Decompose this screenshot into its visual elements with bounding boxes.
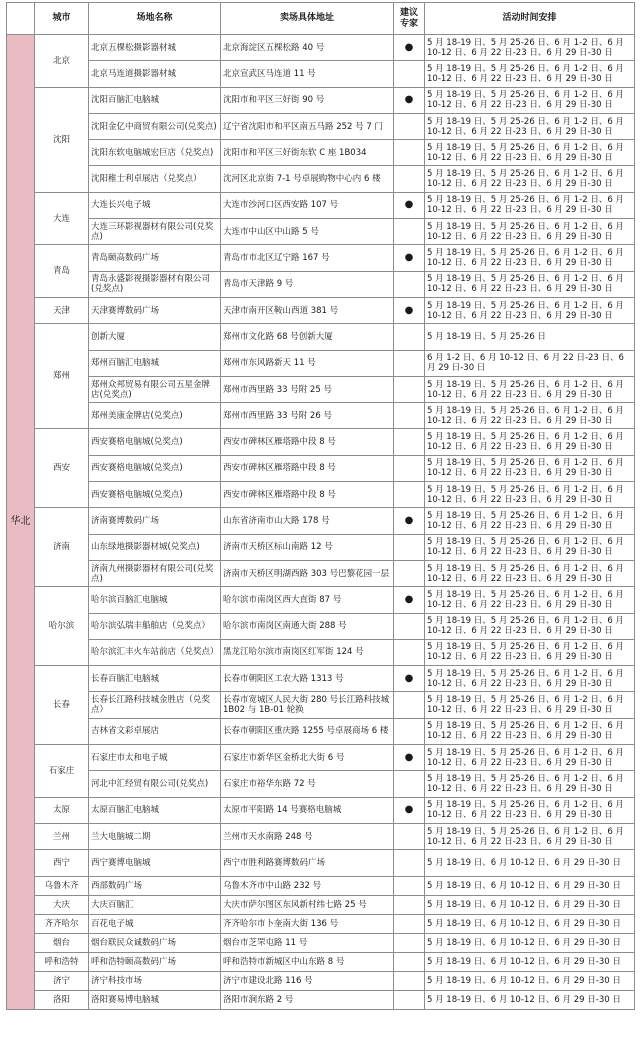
expert-cell: [394, 429, 425, 455]
address-cell: 济南市天桥区明湖西路 303 号巴黎花园一层: [221, 560, 394, 586]
city-cell: 青岛: [35, 245, 89, 298]
table-row: [7, 797, 635, 823]
schedule-cell: 5 月 18-19 日、5 月 25-26 日、6 月 1-2 日、6 月 10-12 日、6 月 22 日-23 日、6 月 29 日-30 日: [425, 219, 635, 245]
address-cell: 西安市碑林区雁塔路中段 8 号: [221, 429, 394, 455]
venue-cell: 沈阳百脑汇电脑城: [89, 87, 221, 113]
header-venue: 场地名称: [89, 3, 221, 35]
expert-cell: ●: [394, 245, 425, 271]
header-row: [7, 3, 635, 35]
city-cell: 长春: [35, 666, 89, 745]
address-cell: 兰州市天水南路 248 号: [221, 823, 394, 849]
schedule-cell: 5 月 18-19 日、6 月 10-12 日、6 月 29 日-30 日: [425, 933, 635, 952]
venue-cell: 沈阳东软电脑城宏巨店（兑奖点): [89, 140, 221, 166]
table-row: [7, 534, 635, 560]
venue-cell: 百花电子城: [89, 914, 221, 933]
region-cell: 华北: [7, 35, 35, 1010]
venue-cell: 西安赛格电脑城(兑奖点): [89, 455, 221, 481]
schedule-cell: 5 月 18-19 日、5 月 25-26 日、6 月 1-2 日、6 月 10-12 日、6 月 22 日-23 日、6 月 29 日-30 日: [425, 692, 635, 718]
expert-cell: ●: [394, 666, 425, 692]
schedule-cell: 5 月 18-19 日、5 月 25-26 日、6 月 1-2 日、6 月 10-12 日、6 月 22 日-23 日、6 月 29 日-30 日: [425, 245, 635, 271]
city-cell: 哈尔滨: [35, 587, 89, 666]
venue-cell: 长春长江路科技城金胜店（兑奖点）: [89, 692, 221, 718]
schedule-cell: 5 月 18-19 日、6 月 10-12 日、6 月 29 日-30 日: [425, 876, 635, 895]
venue-cell: 郑州美康金牌店(兑奖点): [89, 403, 221, 429]
address-cell: 沈阳市和平区三好街 90 号: [221, 87, 394, 113]
address-cell: 青岛市天津路 9 号: [221, 271, 394, 297]
header-region: [7, 3, 35, 35]
schedule-cell: 5 月 18-19 日、5 月 25-26 日、6 月 1-2 日、6 月 10-12 日、6 月 22 日-23 日、6 月 29 日-30 日: [425, 35, 635, 61]
venue-cell: 西安赛格电脑城(兑奖点): [89, 482, 221, 508]
expert-cell: ●: [394, 192, 425, 218]
expert-cell: [394, 823, 425, 849]
table-row: [7, 560, 635, 586]
address-cell: 西安市碑林区雁塔路中段 8 号: [221, 455, 394, 481]
city-cell: 石家庄: [35, 745, 89, 798]
table-row: [7, 990, 635, 1009]
schedule-cell: 5 月 18-19 日、5 月 25-26 日、6 月 1-2 日、6 月 10-12 日、6 月 22 日-23 日、6 月 29 日-30 日: [425, 87, 635, 113]
schedule-cell: 5 月 18-19 日、6 月 10-12 日、6 月 29 日-30 日: [425, 914, 635, 933]
schedule-cell: 5 月 18-19 日、5 月 25-26 日、6 月 1-2 日、6 月 10-12 日、6 月 22 日-23 日、6 月 29 日-30 日: [425, 666, 635, 692]
expert-cell: [394, 692, 425, 718]
schedule-cell: 5 月 18-19 日、5 月 25-26 日、6 月 1-2 日、6 月 10-12 日、6 月 22 日-23 日、6 月 29 日-30 日: [425, 587, 635, 613]
address-cell: 石家庄市新华区金桥北大街 6 号: [221, 745, 394, 771]
schedule-cell: 5 月 18-19 日、5 月 25-26 日、6 月 1-2 日、6 月 10-12 日、6 月 22 日-23 日、6 月 29 日-30 日: [425, 140, 635, 166]
schedule-cell: 5 月 18-19 日、5 月 25-26 日、6 月 1-2 日、6 月 10-12 日、6 月 22 日-23 日、6 月 29 日-30 日: [425, 166, 635, 192]
table-row: [7, 113, 635, 139]
table-row: [7, 895, 635, 914]
table-row: [7, 718, 635, 744]
venue-cell: 西宁赛博电脑城: [89, 850, 221, 876]
schedule-cell: 5 月 18-19 日、5 月 25-26 日、6 月 1-2 日、6 月 10-12 日、6 月 22 日-23 日、6 月 29 日-30 日: [425, 61, 635, 87]
table-row: [7, 297, 635, 323]
table-row: [7, 403, 635, 429]
schedule-cell: 5 月 18-19 日、5 月 25-26 日、6 月 1-2 日、6 月 10-12 日、6 月 22 日-23 日、6 月 29 日-30 日: [425, 639, 635, 665]
schedule-cell: 5 月 18-19 日、5 月 25-26 日、6 月 1-2 日、6 月 10-12 日、6 月 22 日-23 日、6 月 29 日-30 日: [425, 403, 635, 429]
venue-cell: 创新大厦: [89, 324, 221, 350]
venue-cell: 山东绿地摄影器材城(兑奖点): [89, 534, 221, 560]
venue-cell: 呼和浩特颐高数码广场: [89, 952, 221, 971]
schedule-cell: 5 月 18-19 日、6 月 10-12 日、6 月 29 日-30 日: [425, 895, 635, 914]
expert-cell: [394, 990, 425, 1009]
schedule-cell: 5 月 18-19 日、5 月 25-26 日、6 月 1-2 日、6 月 10-12 日、6 月 22 日-23 日、6 月 29 日-30 日: [425, 297, 635, 323]
address-cell: 济南市天桥区标山南路 12 号: [221, 534, 394, 560]
address-cell: 烟台市芝罘屯路 11 号: [221, 933, 394, 952]
table-row: [7, 350, 635, 376]
address-cell: 郑州市西里路 33 号附 26 号: [221, 403, 394, 429]
header-address: 卖场具体地址: [221, 3, 394, 35]
table-row: [7, 271, 635, 297]
address-cell: 大连市沙河口区西安路 107 号: [221, 192, 394, 218]
venue-cell: 济南九州摄影器材有限公司(兑奖点): [89, 560, 221, 586]
venue-cell: 北京五棵松摄影器材城: [89, 35, 221, 61]
expert-cell: [394, 455, 425, 481]
city-cell: 大连: [35, 192, 89, 245]
table-row: [7, 692, 635, 718]
address-cell: 大连市中山区中山路 5 号: [221, 219, 394, 245]
expert-cell: ●: [394, 35, 425, 61]
city-cell: 呼和浩特: [35, 952, 89, 971]
schedule-cell: 5 月 18-19 日、5 月 25-26 日、6 月 1-2 日、6 月 10-12 日、6 月 22 日-23 日、6 月 29 日-30 日: [425, 745, 635, 771]
expert-cell: ●: [394, 297, 425, 323]
city-cell: 太原: [35, 797, 89, 823]
header-schedule: 活动时间安排: [425, 3, 635, 35]
address-cell: 呼和浩特市新城区中山东路 8 号: [221, 952, 394, 971]
venue-cell: 青岛颐高数码广场: [89, 245, 221, 271]
table-row: [7, 971, 635, 990]
table-row: [7, 666, 635, 692]
schedule-cell: 6 月 1-2 日、6 月 10-12 日、6 月 22 日-23 日、6 月 29 日-30 日: [425, 350, 635, 376]
venue-cell: 大连长兴电子城: [89, 192, 221, 218]
table-row: [7, 140, 635, 166]
expert-cell: [394, 933, 425, 952]
address-cell: 齐齐哈尔市卜奎南大街 136 号: [221, 914, 394, 933]
venue-cell: 哈尔滨百脑汇电脑城: [89, 587, 221, 613]
expert-cell: [394, 376, 425, 402]
schedule-cell: 5 月 18-19 日、5 月 25-26 日、6 月 1-2 日、6 月 10-12 日、6 月 22 日-23 日、6 月 29 日-30 日: [425, 718, 635, 744]
address-cell: 辽宁省沈阳市和平区南五马路 252 号 7 门: [221, 113, 394, 139]
schedule-cell: 5 月 18-19 日、5 月 25-26 日: [425, 324, 635, 350]
city-cell: 北京: [35, 35, 89, 88]
address-cell: 西安市碑林区雁塔路中段 8 号: [221, 482, 394, 508]
address-cell: 沈河区北京街 7-1 号卓展购物中心内 6 楼: [221, 166, 394, 192]
table-row: [7, 245, 635, 271]
venue-cell: 大庆百脑汇: [89, 895, 221, 914]
venue-cell: 沈阳稚士利卓展店（兑奖点）: [89, 166, 221, 192]
venue-cell: 郑州百脑汇电脑城: [89, 350, 221, 376]
venue-cell: 烟台联民众诚数码广场: [89, 933, 221, 952]
venue-cell: 济宁科技市场: [89, 971, 221, 990]
address-cell: 北京海淀区五棵松路 40 号: [221, 35, 394, 61]
venue-cell: 河北中汇经贸有限公司(兑奖点): [89, 771, 221, 797]
schedule-cell: 5 月 18-19 日、5 月 25-26 日、6 月 1-2 日、6 月 10-12 日、6 月 22 日-23 日、6 月 29 日-30 日: [425, 113, 635, 139]
table-row: [7, 771, 635, 797]
venue-cell: 青岛永盛影视摄影器材有限公司(兑奖点): [89, 271, 221, 297]
schedule-cell: 5 月 18-19 日、5 月 25-26 日、6 月 1-2 日、6 月 10-12 日、6 月 22 日-23 日、6 月 29 日-30 日: [425, 508, 635, 534]
venue-cell: 西安赛格电脑城(兑奖点): [89, 429, 221, 455]
table-row: [7, 823, 635, 849]
table-row: [7, 482, 635, 508]
expert-cell: ●: [394, 797, 425, 823]
table-row: [7, 639, 635, 665]
table-row: [7, 61, 635, 87]
table-row: [7, 914, 635, 933]
expert-cell: [394, 560, 425, 586]
address-cell: 大庆市萨尔图区东风新村纬七路 25 号: [221, 895, 394, 914]
address-cell: 哈尔滨市南岗区西大直街 87 号: [221, 587, 394, 613]
table-row: [7, 376, 635, 402]
venue-cell: 郑州众邦贸易有限公司五星金牌店(兑奖点): [89, 376, 221, 402]
expert-cell: [394, 613, 425, 639]
city-cell: 西宁: [35, 850, 89, 876]
address-cell: 乌鲁木齐市中山路 232 号: [221, 876, 394, 895]
address-cell: 长春市朝阳区工农大路 1313 号: [221, 666, 394, 692]
schedule-cell: 5 月 18-19 日、5 月 25-26 日、6 月 1-2 日、6 月 10-12 日、6 月 22 日-23 日、6 月 29 日-30 日: [425, 482, 635, 508]
schedule-cell: 5 月 18-19 日、6 月 10-12 日、6 月 29 日-30 日: [425, 952, 635, 971]
expert-cell: [394, 61, 425, 87]
expert-cell: [394, 971, 425, 990]
expert-cell: [394, 534, 425, 560]
city-cell: 济南: [35, 508, 89, 587]
venue-cell: 北京马连道摄影器材城: [89, 61, 221, 87]
city-cell: 烟台: [35, 933, 89, 952]
expert-cell: ●: [394, 745, 425, 771]
expert-cell: [394, 113, 425, 139]
table-row: [7, 455, 635, 481]
venue-cell: 天津赛博数码广场: [89, 297, 221, 323]
schedule-cell: 5 月 18-19 日、5 月 25-26 日、6 月 1-2 日、6 月 10-12 日、6 月 22 日-23 日、6 月 29 日-30 日: [425, 455, 635, 481]
expert-cell: ●: [394, 87, 425, 113]
schedule-cell: 5 月 18-19 日、5 月 25-26 日、6 月 1-2 日、6 月 10-12 日、6 月 22 日-23 日、6 月 29 日-30 日: [425, 271, 635, 297]
city-cell: 郑州: [35, 324, 89, 429]
expert-cell: [394, 482, 425, 508]
address-cell: 山东省济南市山大路 178 号: [221, 508, 394, 534]
venue-cell: 哈尔滨汇丰火车站前店（兑奖点）: [89, 639, 221, 665]
expert-cell: [394, 850, 425, 876]
schedule-cell: 5 月 18-19 日、6 月 10-12 日、6 月 29 日-30 日: [425, 990, 635, 1009]
expert-cell: [394, 219, 425, 245]
address-cell: 西宁市胜利路赛博数码广场: [221, 850, 394, 876]
expert-cell: [394, 324, 425, 350]
expert-cell: ●: [394, 587, 425, 613]
table-row: [7, 876, 635, 895]
expert-cell: [394, 403, 425, 429]
address-cell: 北京宣武区马连道 11 号: [221, 61, 394, 87]
table-row: [7, 192, 635, 218]
venue-cell: 太原百脑汇电脑城: [89, 797, 221, 823]
schedule-cell: 5 月 18-19 日、5 月 25-26 日、6 月 1-2 日、6 月 10-12 日、6 月 22 日-23 日、6 月 29 日-30 日: [425, 192, 635, 218]
venue-cell: 洛阳赛易博电脑城: [89, 990, 221, 1009]
address-cell: 郑州市东风路新天 11 号: [221, 350, 394, 376]
address-cell: 天津市南开区鞍山西道 381 号: [221, 297, 394, 323]
expert-cell: [394, 876, 425, 895]
expert-cell: [394, 914, 425, 933]
table-row: [7, 613, 635, 639]
address-cell: 洛阳市涧东路 2 号: [221, 990, 394, 1009]
venue-cell: 兰大电脑城二期: [89, 823, 221, 849]
city-cell: 济宁: [35, 971, 89, 990]
venue-cell: 石家庄市太和电子城: [89, 745, 221, 771]
schedule-cell: 5 月 18-19 日、5 月 25-26 日、6 月 1-2 日、6 月 10-12 日、6 月 22 日-23 日、6 月 29 日-30 日: [425, 560, 635, 586]
table-row: [7, 952, 635, 971]
table-row: [7, 324, 635, 350]
city-cell: 洛阳: [35, 990, 89, 1009]
table-row: [7, 587, 635, 613]
venue-cell: 济南赛博数码广场: [89, 508, 221, 534]
address-cell: 青岛市市北区辽宁路 167 号: [221, 245, 394, 271]
address-cell: 黑龙江哈尔滨市南岗区红军街 124 号: [221, 639, 394, 665]
address-cell: 哈尔滨市南岗区南通大街 288 号: [221, 613, 394, 639]
address-cell: 沈阳市和平区三好街东软 C 座 1B034: [221, 140, 394, 166]
city-cell: 兰州: [35, 823, 89, 849]
venue-schedule-table: [6, 2, 635, 1010]
city-cell: 齐齐哈尔: [35, 914, 89, 933]
expert-cell: [394, 895, 425, 914]
table-row: [7, 933, 635, 952]
expert-cell: [394, 639, 425, 665]
venue-cell: 吉林省文彩卓展店: [89, 718, 221, 744]
address-cell: 长春市宽城区人民大街 280 号长江路科技城 1B02 与 1B-01 轮换: [221, 692, 394, 718]
schedule-cell: 5 月 18-19 日、5 月 25-26 日、6 月 1-2 日、6 月 10-12 日、6 月 22 日-23 日、6 月 29 日-30 日: [425, 771, 635, 797]
expert-cell: [394, 166, 425, 192]
venue-cell: 哈尔滨弘瑞丰船舶店（兑奖点）: [89, 613, 221, 639]
table-row: [7, 745, 635, 771]
city-cell: 乌鲁木齐: [35, 876, 89, 895]
address-cell: 石家庄市裕华东路 72 号: [221, 771, 394, 797]
expert-cell: [394, 718, 425, 744]
header-expert: 建议专家: [394, 3, 425, 35]
schedule-cell: 5 月 18-19 日、5 月 25-26 日、6 月 1-2 日、6 月 10-12 日、6 月 22 日-23 日、6 月 29 日-30 日: [425, 376, 635, 402]
venue-cell: 西部数码广场: [89, 876, 221, 895]
header-city: 城市: [35, 3, 89, 35]
address-cell: 郑州市文化路 68 号创新大厦: [221, 324, 394, 350]
venue-cell: 大连三环影视器材有限公司(兑奖点): [89, 219, 221, 245]
table-row: [7, 35, 635, 61]
table-body: [7, 35, 635, 1010]
address-cell: 济宁市建设北路 116 号: [221, 971, 394, 990]
table-row: [7, 166, 635, 192]
city-cell: 大庆: [35, 895, 89, 914]
table-row: [7, 429, 635, 455]
schedule-cell: 5 月 18-19 日、5 月 25-26 日、6 月 1-2 日、6 月 10-12 日、6 月 22 日-23 日、6 月 29 日-30 日: [425, 797, 635, 823]
expert-cell: [394, 350, 425, 376]
expert-cell: [394, 271, 425, 297]
table-row: [7, 87, 635, 113]
expert-cell: [394, 771, 425, 797]
table-row: [7, 850, 635, 876]
address-cell: 长春市朝阳区重庆路 1255 号卓展商场 6 楼: [221, 718, 394, 744]
schedule-cell: 5 月 18-19 日、5 月 25-26 日、6 月 1-2 日、6 月 10-12 日、6 月 22 日-23 日、6 月 29 日-30 日: [425, 823, 635, 849]
address-cell: 太原市平阳路 14 号赛格电脑城: [221, 797, 394, 823]
venue-cell: 长春百脑汇电脑城: [89, 666, 221, 692]
table-row: [7, 219, 635, 245]
schedule-cell: 5 月 18-19 日、5 月 25-26 日、6 月 1-2 日、6 月 10-12 日、6 月 22 日-23 日、6 月 29 日-30 日: [425, 534, 635, 560]
city-cell: 天津: [35, 297, 89, 323]
schedule-cell: 5 月 18-19 日、5 月 25-26 日、6 月 1-2 日、6 月 10-12 日、6 月 22 日-23 日、6 月 29 日-30 日: [425, 429, 635, 455]
schedule-cell: 5 月 18-19 日、6 月 10-12 日、6 月 29 日-30 日: [425, 971, 635, 990]
expert-cell: [394, 140, 425, 166]
address-cell: 郑州市西里路 33 号附 25 号: [221, 376, 394, 402]
table-row: [7, 508, 635, 534]
schedule-cell: 5 月 18-19 日、6 月 10-12 日、6 月 29 日-30 日: [425, 850, 635, 876]
expert-cell: [394, 952, 425, 971]
expert-cell: ●: [394, 508, 425, 534]
venue-cell: 沈阳金亿中商贸有限公司(兑奖点): [89, 113, 221, 139]
city-cell: 西安: [35, 429, 89, 508]
city-cell: 沈阳: [35, 87, 89, 192]
schedule-cell: 5 月 18-19 日、5 月 25-26 日、6 月 1-2 日、6 月 10-12 日、6 月 22 日-23 日、6 月 29 日-30 日: [425, 613, 635, 639]
